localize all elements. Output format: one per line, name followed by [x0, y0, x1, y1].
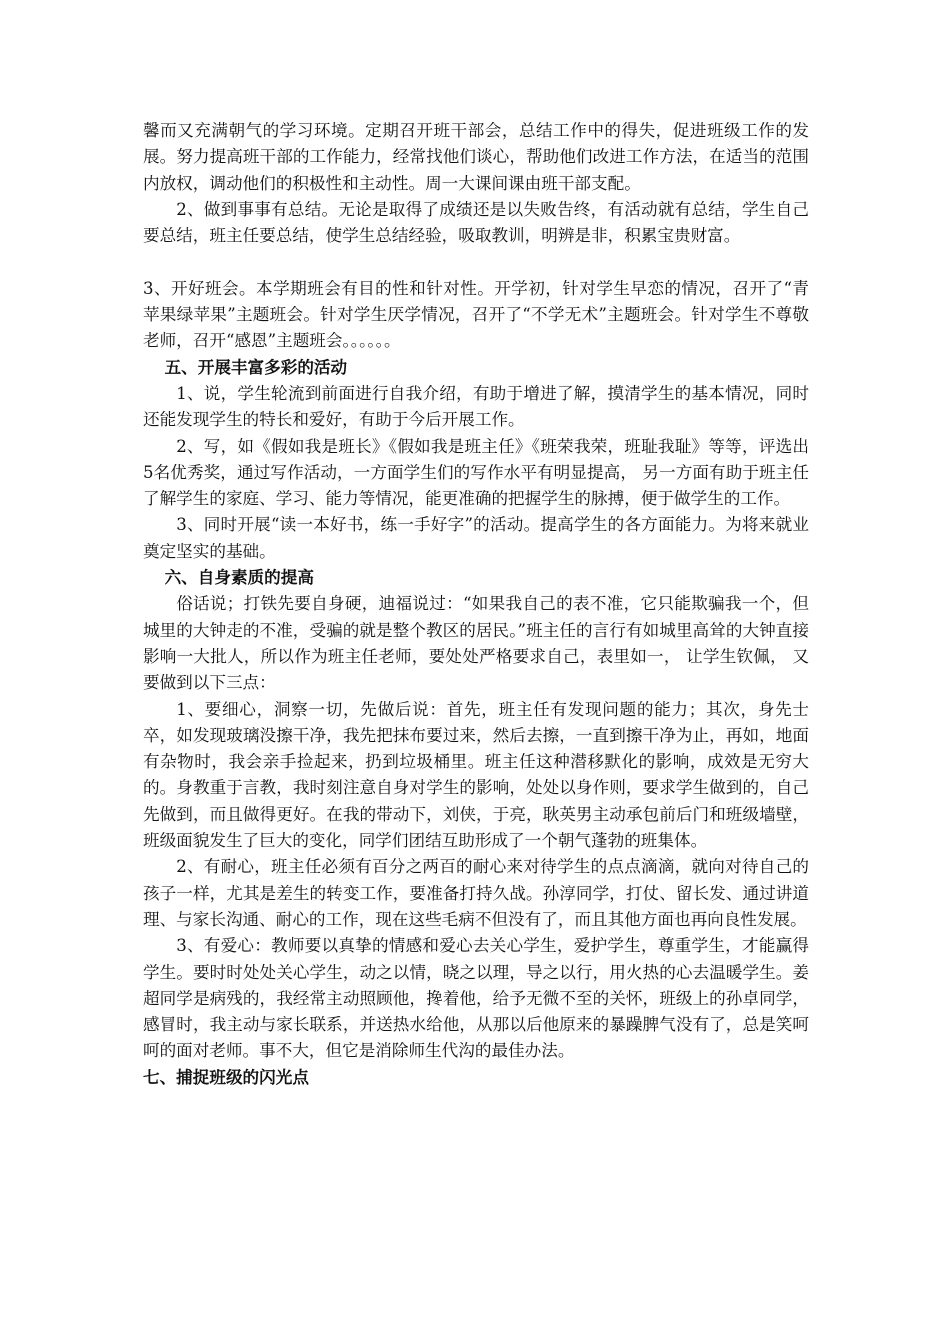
paragraph-class-meeting: 3、开好班会。本学期班会有目的性和针对性。开学初，针对学生早恋的情况，召开了“青苹果绿苹果”主题班会。针对学生厌学情况，召开了“不学无术”主题班会。针对学生不尊敬老师，召开“感恩”主题班会。。。。。。 [143, 278, 809, 351]
paragraph-proverb: 俗话说；打铁先要自身硬，迪福说过：“如果我自己的表不准，它只能欺骗我一个，但城里的大钟走的不准，受骗的就是整个教区的居民。”班主任的言行有如城里高耸的大钟直接影响一大批人，所以作为班主任老师，要处处严格要求自己，表里如一， 让学生钦佩， 又要做到以下三点： [143, 594, 809, 693]
paragraph-careful: 1、要细心，洞察一切，先做后说：首先，班主任有发现问题的能力；其次，身先士卒，如发现玻璃没擦干净，我先把抹布要过来，然后去擦，一直到擦干净为止，再如，地面有杂物时，我会亲手捡起来，扔到垃圾桶里。班主任这种潜移默化的影响，成效是无穷大的。身教重于言教，我时刻注意自身对学生的影响，处处以身作则，要求学生做到的，自己先做到，而且做得更好。在我的带动下，刘侠，于亮，耿英男主动承包前后门和班级墙壁，班级面貌发生了巨大的变化，同学们团结互助形成了一个朝气蓬勃的班集体。 [143, 699, 809, 851]
blank-line [143, 249, 809, 275]
paragraph-class-cadre: 馨而又充满朝气的学习环境。定期召开班干部会，总结工作中的得失，促进班级工作的发展。努力提高班干部的工作能力，经常找他们谈心，帮助他们改进工作方法，在适当的范围内放权，调动他们的积极性和主动性。周一大课间课由班干部支配。 [143, 121, 809, 193]
section-heading-highlights: 七、捕捉班级的闪光点 [143, 1067, 309, 1087]
section-heading-self-quality: 六、自身素质的提高 [164, 568, 314, 588]
paragraph-summary: 2、做到事事有总结。无论是取得了成绩还是以失败告终，有活动就有总结，学生自己要总结，班主任要总结，使学生总结经验，吸取教训，明辨是非，积累宝贵财富。 [143, 199, 809, 246]
section-heading-activities: 五、开展丰富多彩的活动 [164, 357, 348, 377]
paragraph-write: 2、写，如《假如我是班长》《假如我是班主任》《班荣我荣，班耻我耻》等等，评选出5名优秀奖，通过写作活动，一方面学生们的写作水平有明显提高， 另一方面有助于班主任了解学生的家庭、学习、能力等情况，能更准确的把握学生的脉搏，便于做学生的工作。 [143, 436, 809, 509]
paragraph-speak: 1、说，学生轮流到前面进行自我介绍，有助于增进了解，摸清学生的基本情况，同时还能发现学生的特长和爱好，有助于今后开展工作。 [143, 383, 809, 430]
document-page [143, 118, 809, 1091]
paragraph-read: 3、同时开展“读一本好书，练一手好字”的活动。提高学生的各方面能力。为将来就业奠定坚实的基础。 [143, 515, 809, 561]
paragraph-patience: 2、有耐心，班主任必须有百分之两百的耐心来对待学生的点点滴滴，就向对待自己的孩子一样，尤其是差生的转变工作，要准备打持久战。孙淳同学，打仗、留长发、通过讲道理、与家长沟通、耐心的工作，现在这些毛病不但没有了，而且其他方面也再向良性发展。 [143, 857, 809, 929]
paragraph-love: 3、有爱心：教师要以真挚的情感和爱心去关心学生，爱护学生，尊重学生，才能赢得学生。要时时处处关心学生，动之以情，晓之以理，导之以行，用火热的心去温暖学生。姜超同学是病残的，我经常主动照顾他，搀着他，给予无微不至的关怀，班级上的孙卓同学，感冒时，我主动与家长联系，并送热水给他，从那以后他原来的暴躁脾气没有了，总是笑呵呵的面对老师。事不大，但它是消除师生代沟的最佳办法。 [143, 936, 809, 1061]
